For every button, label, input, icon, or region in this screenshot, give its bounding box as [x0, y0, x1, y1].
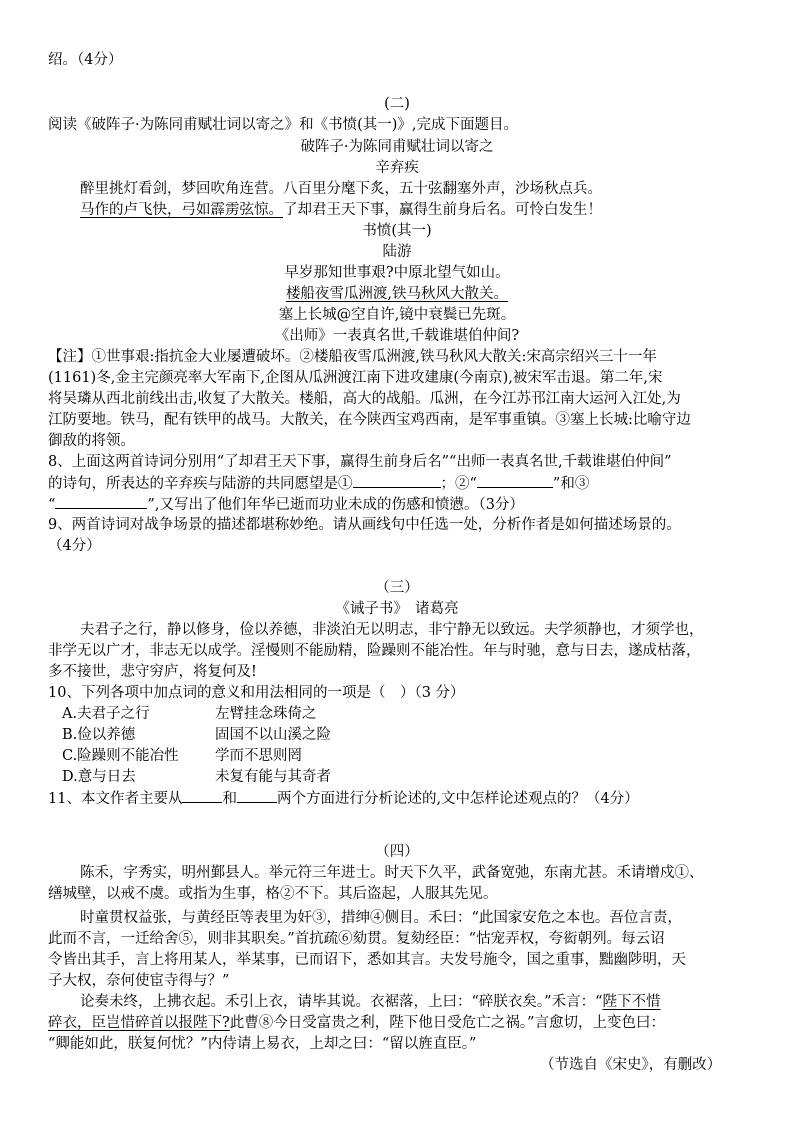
answer-blank-4[interactable]	[182, 788, 222, 803]
p8-underlined: 碎衣，臣岂惜碎首以报陛下?	[48, 1015, 230, 1031]
p7-underlined: 陛下不惜	[602, 994, 661, 1010]
passage-4-line-6: 子大权，奈何使宦寺得与？”	[48, 973, 230, 989]
passage-4-line-9: “卿能如此，朕复何忧？”内侍请上易衣，上却之曰：“留以旌直臣。”	[48, 1036, 477, 1052]
question-8-line-2	[48, 473, 589, 494]
passage-4-line-1: 陈禾，字秀实，明州鄞县人。举元符三年进士。时天下久平，武备宽弛，东南尤甚。禾请增戍①、	[80, 865, 704, 881]
continued-line: 绍。（4分）	[48, 52, 123, 68]
q8-text-a: 的诗句，所表达的辛弃疾与陆游的共同愿望是①	[48, 476, 353, 492]
note-line-4: 江防要地。铁马，配有铁甲的战马。大散关，在今陕西宝鸡西南，是军事重镇。③塞上长城:比喻守边	[48, 412, 691, 428]
poem2-title: 书愤(其一)	[362, 223, 432, 239]
question-9-line-1: 9、两首诗词对战争场景的描述都堪称妙绝。请从画线句中任选一处，分析作者是如何描述场景的。	[48, 517, 681, 533]
q8-text-c: ”和③	[552, 476, 590, 492]
option-b-left: B.俭以养德	[62, 727, 136, 743]
poem2-line-2	[0, 284, 794, 304]
option-d-left: D.意与日去	[62, 769, 136, 785]
passage-3-line-2: 非学无以广才，非志无以成学。淫慢则不能励精，险躁则不能冶性。年与时驰，意与日去，遂成枯落，	[48, 643, 701, 659]
question-11	[48, 788, 639, 809]
source-citation: （节选自《宋史》，有删改）	[540, 1057, 722, 1073]
passage-4-line-4: 此而不言，一迁给舍⑤，则非其职矣。”首抗疏⑥劾贯。复劾经臣：“怙宠弄权，夸衒朝列。每云诏	[48, 931, 665, 947]
section-3-title: 《诫子书》 诸葛亮	[335, 601, 459, 617]
answer-blank-5[interactable]	[237, 788, 277, 803]
passage-4-line-5: 令皆出其手，言上将用某人，举某事，已而诏下，悉如其言。夫发号施令，国之重事，黜幽陟明，天	[48, 952, 686, 968]
passage-4-line-7	[80, 992, 661, 1012]
answer-blank-1[interactable]	[353, 473, 441, 488]
poem1-line-2	[80, 200, 602, 220]
answer-blank-3[interactable]	[55, 494, 147, 509]
q11-text-c: 两个方面进行分析论述的,文中怎样论述观点的？（4分）	[276, 791, 639, 807]
q8-text-b: ；②“	[440, 476, 477, 492]
section-2-intro: 阅读《破阵子·为陈同甫赋壮词以寄之》和《书愤(其一)》,完成下面题目。	[48, 117, 519, 133]
poem1-title: 破阵子·为陈同甫赋壮词以寄之	[300, 139, 494, 155]
passage-4-line-2: 缮城壁，以戒不虞。或指为生事，格②不下。其后盗起，人服其先见。	[48, 886, 498, 902]
option-d-right: 未复有能与其奇者	[215, 769, 331, 785]
option-b-right: 固国不以山溪之险	[215, 727, 331, 743]
p8-text: 此曹⑧今日受富贵之利，陛下他日受危亡之祸。”言愈切，上变色曰：	[229, 1015, 665, 1031]
p7-text: 论奏未终，上拂衣起。禾引上衣，请毕其说。衣裾落，上曰：“碎朕衣矣。”禾言：“	[80, 994, 603, 1010]
question-10: 10、下列各项中加点词的意义和用法相同的一项是（ ）（3 分）	[48, 685, 465, 701]
q11-text-a: 11、本文作者主要从	[48, 791, 183, 807]
poem2-line-4: 《出师》一表真名世,千载谁堪伯仲间?	[274, 328, 520, 344]
poem2-author: 陆游	[382, 244, 412, 260]
poem1-author: 辛弃疾	[375, 160, 419, 176]
option-c-right: 学而不思则罔	[215, 748, 302, 764]
option-a-right: 左臂挂念珠倚之	[215, 706, 317, 722]
poem1-underlined-line: 马作的卢飞快，弓如霹雳弦惊。	[80, 202, 283, 218]
poem1-line-1: 醉里挑灯看剑，梦回吹角连营。八百里分麾下炙，五十弦翻塞外声，沙场秋点兵。	[80, 181, 602, 197]
note-line-5: 御敌的将领。	[48, 433, 135, 449]
section-3-heading: （三）	[375, 580, 419, 596]
passage-3-line-3: 多不接世，悲守穷庐，将复何及!	[48, 664, 257, 680]
passage-4-line-3: 时童贯权益张，与黄经臣等表里为奸③，措绅④侧目。禾曰：“此国家安危之本也。吾位言责，	[80, 910, 682, 926]
note-line-1: 【注】①世事艰:指抗金大业屡遭破坏。②楼船夜雪瓜洲渡,铁马秋风大散关:宋高宗绍兴三十一年	[48, 349, 657, 365]
q11-text-b: 和	[222, 791, 237, 807]
question-8-line-1: 8、上面这两首诗词分别用“了却君王天下事，赢得生前身后名”“出师一表真名世,千载谁堪伯仲间”	[48, 454, 672, 470]
note-line-2: (1161)冬,金主完颜亮率大军南下,企图从瓜洲渡江南下进攻建康(今南京),被宋军击退。第二年,宋	[48, 370, 663, 386]
passage-3-line-1: 夫君子之行，静以修身，俭以养德，非淡泊无以明志，非宁静无以致远。夫学须静也，才须学也，	[80, 622, 704, 638]
poem1-line-2-rest: 了却君王天下事，赢得生前身后名。可怜白发生！	[283, 202, 602, 218]
passage-4-line-8	[48, 1013, 665, 1033]
poem2-underlined-line: 楼船夜雪瓜洲渡,铁马秋风大散关。	[285, 286, 509, 302]
option-a-left: A.夫君子之行	[62, 706, 150, 722]
section-4-heading: （四）	[375, 844, 419, 860]
answer-blank-2[interactable]	[477, 473, 553, 488]
poem2-line-3: 塞上长城@空自许,镜中衰鬓已先斑。	[278, 307, 516, 323]
q8-text-e: ”,又写出了他们年华已逝而功业未成的伤感和愤懑。（3分）	[147, 497, 524, 513]
poem2-line-1: 早岁那知世事艰?中原北望气如山。	[284, 265, 510, 281]
question-9-line-2: （4分）	[48, 538, 101, 554]
section-2-heading: (二)	[384, 96, 410, 112]
note-line-3: 将吴璘从西北前线出击,收复了大散关。楼船，高大的战船。瓜洲，在今江苏邗江南大运河入江处,为	[48, 391, 681, 407]
q8-text-d: “	[48, 497, 56, 513]
option-c-left: C.险躁则不能冶性	[62, 748, 179, 764]
question-8-line-3	[48, 494, 524, 515]
